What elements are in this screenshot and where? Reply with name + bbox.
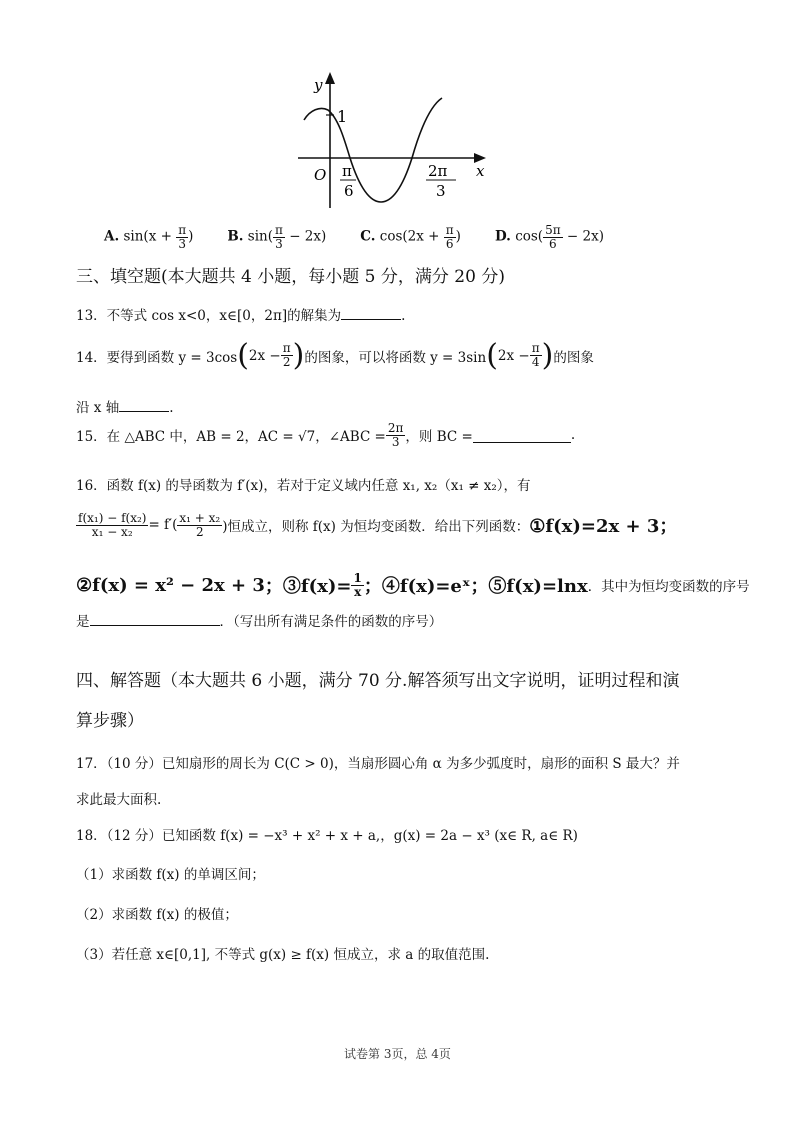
q14-line1: 14．要得到函数 y = 3cos ( 2x − $\frac{\pi}{2}$ ) 的图象，可以将函数 y = 3sin ( 2x − $\frac{\pi}{4}$ ) 的图象	[76, 338, 594, 373]
option-c[interactable]: C. cos(2x + $\frac{\pi}{6}$ )	[360, 223, 461, 251]
tick2-den: 3	[436, 182, 446, 200]
tick2-num: 2π	[428, 162, 448, 180]
section4-title-line1: 四、解答题（本大题共 6 小题，满分 70 分.解答须写出文字说明，证明过程和演	[76, 671, 680, 691]
q17-line1: 17．（10 分）已知扇形的周长为 C(C > 0)，当扇形圆心角 α 为多少弧度时，扇形的面积 S 最大？并	[76, 756, 680, 772]
q13: 13．不等式 cos x<0，x∈[0，2π]的解集为 .	[76, 304, 405, 324]
sine-curve	[304, 98, 442, 202]
q12-options	[104, 224, 604, 250]
page-footer: 试卷第 3页，总 4页	[344, 1047, 451, 1061]
tick1-num: π	[342, 162, 352, 180]
q14-line2: 沿 x 轴 .	[76, 396, 174, 416]
q15-answer-blank[interactable]	[473, 428, 571, 443]
y-axis-label: y	[314, 76, 323, 94]
x-axis-label: x	[476, 162, 485, 180]
q18-sub3: （3）若任意 x∈[0,1], 不等式 g(x) ≥ f(x) 恒成立，求 a 的取值范围.	[76, 947, 490, 963]
option-a[interactable]: A. sin(x + $\frac{\pi}{3}$ )	[104, 223, 194, 251]
q18-sub1: （1）求函数 f(x) 的单调区间；	[76, 867, 265, 883]
option-b[interactable]: B. sin( $\frac{\pi}{3}$ − 2x)	[227, 223, 327, 251]
q17-line2: 求此最大面积.	[76, 792, 162, 808]
q18-sub2: （2）求函数 f(x) 的极值；	[76, 907, 238, 923]
q16-line4: 是 ．（写出所有满足条件的函数的序号）	[76, 610, 442, 630]
q16-line1: 16．函数 f(x) 的导函数为 f′(x)，若对于定义域内任意 x₁, x₂（x₁ ≠ x₂），有	[76, 478, 531, 494]
tick1-den: 6	[344, 182, 354, 200]
section4-title-line2: 算步骤）	[76, 711, 144, 731]
origin-label: O	[314, 166, 327, 184]
q16-answer-blank[interactable]	[90, 611, 220, 626]
q16-line3: ②f(x) = x² − 2x + 3 ；③f(x)= $\frac{1}{x}$ ；④f(x)=eˣ ；⑤f(x)=lnx ．其中为恒均变函数的序号	[76, 571, 750, 599]
y-axis-arrow	[325, 72, 335, 84]
q16-line2: $\frac{\text{f(x₁) − f(x₂)}}{\text{x₁ − x₂}}$ = f′( $\frac{\text{x₁ + x₂}}{2}$ )恒成立，则称 f(x) 为恒均变函数．给出下列函数： ①f(x)=2x + 3；	[78, 511, 678, 539]
y-tick-1: 1	[337, 107, 348, 126]
q13-answer-blank[interactable]	[341, 305, 401, 320]
q15: 15．在 △ABC 中，AB = 2，AC = √7，∠ABC = $\frac{2\pi}{3}$ ，则 BC = .	[76, 421, 576, 449]
sine-graph	[290, 68, 500, 213]
section3-title: 三、填空题(本大题共 4 小题，每小题 5 分，满分 20 分)	[76, 267, 505, 287]
q16-fn1: ①f(x)=2x + 3；	[529, 516, 678, 538]
q14-answer-blank[interactable]	[119, 397, 169, 412]
option-d[interactable]: D. cos( $\frac{5\pi}{6}$ − 2x)	[494, 223, 604, 251]
q18-line1: 18．（12 分）已知函数 f(x) = −x³ + x² + x + a,，g(x) = 2a − x³ (x∈ R, a∈ R)	[76, 828, 578, 844]
